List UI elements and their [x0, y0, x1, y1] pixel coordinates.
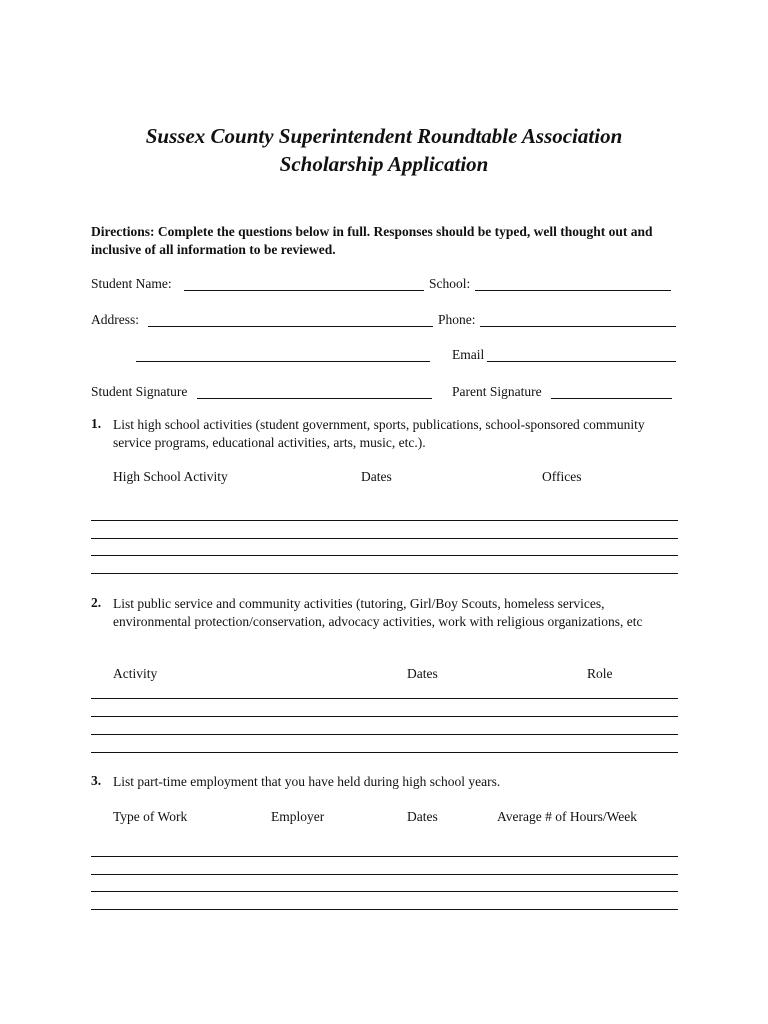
q3-col-dates: Dates	[407, 809, 438, 824]
q2-col-dates: Dates	[407, 666, 438, 681]
q3-col-employer: Employer	[271, 809, 325, 824]
school-field[interactable]	[475, 290, 671, 291]
form-title-line1: Sussex County Superintendent Roundtable Association	[145, 124, 623, 148]
question-2-text: List public service and community activities (tutoring, Girl/Boy Scouts, homeless services, environmental protection/conservation, advocacy activities, work with religious organizations, etc	[113, 596, 643, 629]
question-1-text: List high school activities (student government, sports, publications, school-sponsored community service programs, educational activities, arts, music, etc.).	[113, 417, 645, 450]
address-label: Address:	[91, 312, 139, 327]
parent-signature-label: Parent Signature	[452, 384, 542, 399]
phone-label: Phone:	[438, 312, 476, 327]
school-label: School:	[429, 276, 471, 291]
q2-answer-line[interactable]	[91, 752, 678, 753]
address-field-line1[interactable]	[148, 326, 433, 327]
q3-answer-line[interactable]	[91, 874, 678, 875]
q3-answer-line[interactable]	[91, 909, 678, 910]
address-field-line2[interactable]	[136, 361, 430, 362]
q2-col-activity: Activity	[113, 666, 158, 681]
parent-signature-field[interactable]	[551, 398, 672, 399]
q1-answer-line[interactable]	[91, 555, 678, 556]
question-3-number: 3.	[91, 773, 102, 788]
q1-col-offices: Offices	[542, 469, 582, 484]
q2-answer-line[interactable]	[91, 698, 678, 699]
question-1-number: 1.	[91, 416, 102, 431]
directions-text: Directions: Complete the questions below in full. Responses should be typed, well thought out and inclusive of all information to be reviewed.	[91, 224, 653, 257]
question-3-text: List part-time employment that you have held during high school years.	[113, 774, 501, 789]
q3-col-type-of-work: Type of Work	[113, 809, 188, 824]
student-name-field[interactable]	[184, 290, 424, 291]
q1-col-activity: High School Activity	[113, 469, 228, 484]
question-2-number: 2.	[91, 595, 102, 610]
email-field[interactable]	[487, 361, 676, 362]
q3-col-hours: Average # of Hours/Week	[497, 809, 637, 824]
student-signature-label: Student Signature	[91, 384, 188, 399]
student-signature-field[interactable]	[197, 398, 432, 399]
form-title-line2: Scholarship Application	[279, 152, 489, 176]
q1-answer-line[interactable]	[91, 573, 678, 574]
q1-answer-line[interactable]	[91, 520, 678, 521]
student-name-label: Student Name:	[91, 276, 172, 291]
q2-col-role: Role	[587, 666, 613, 681]
phone-field[interactable]	[480, 326, 676, 327]
q3-answer-line[interactable]	[91, 856, 678, 857]
q2-answer-line[interactable]	[91, 734, 678, 735]
q2-answer-line[interactable]	[91, 716, 678, 717]
q3-answer-line[interactable]	[91, 891, 678, 892]
q1-answer-line[interactable]	[91, 538, 678, 539]
email-label: Email	[452, 347, 485, 362]
q1-col-dates: Dates	[361, 469, 392, 484]
